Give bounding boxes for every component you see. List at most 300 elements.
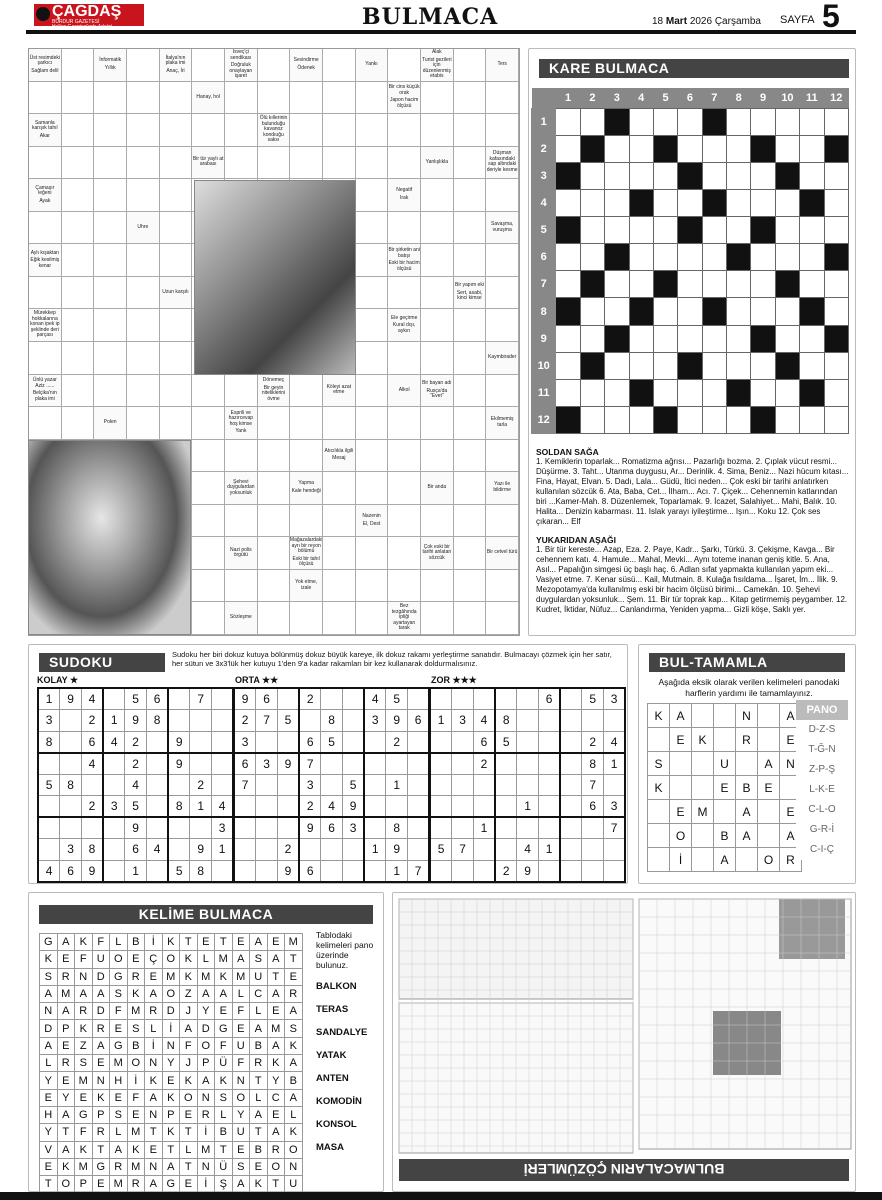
bul-cell[interactable]	[648, 728, 670, 752]
crossword-cell[interactable]	[62, 309, 95, 342]
word-search-letter[interactable]: T	[145, 1124, 163, 1141]
word-search-letter[interactable]: S	[110, 985, 128, 1002]
word-search-letter[interactable]: A	[267, 1037, 285, 1054]
crossword-cell[interactable]	[454, 212, 487, 245]
word-search-letter[interactable]: K	[250, 1176, 268, 1193]
kare-cell[interactable]	[824, 352, 849, 379]
crossword-cell[interactable]	[388, 147, 421, 180]
crossword-cell[interactable]	[388, 277, 421, 310]
crossword-cell[interactable]	[192, 114, 225, 147]
word-search-letter[interactable]: E	[267, 1003, 285, 1020]
crossword-cell[interactable]	[454, 602, 487, 635]
word-search-letter[interactable]: M	[215, 951, 233, 968]
sudoku-cell[interactable]	[103, 753, 125, 775]
word-search-letter[interactable]: A	[285, 1089, 303, 1106]
crossword-cell[interactable]	[454, 114, 487, 147]
word-search-letter[interactable]: E	[57, 1072, 75, 1089]
sudoku-cell[interactable]	[517, 710, 539, 732]
word-search-letter[interactable]: E	[180, 1106, 198, 1123]
word-search-letter[interactable]: L	[215, 1106, 233, 1123]
crossword-cell[interactable]	[356, 212, 389, 245]
crossword-cell[interactable]	[421, 244, 454, 277]
word-search-letter[interactable]: Ü	[215, 1158, 233, 1175]
crossword-cell[interactable]	[486, 277, 519, 310]
word-search-letter[interactable]: M	[267, 1020, 285, 1037]
sudoku-cell[interactable]	[408, 796, 430, 818]
word-search-letter[interactable]: T	[162, 1141, 180, 1158]
kare-cell[interactable]	[824, 108, 849, 135]
crossword-cell[interactable]	[94, 342, 127, 375]
word-search-letter[interactable]: E	[127, 1106, 145, 1123]
crossword-cell[interactable]	[486, 82, 519, 115]
crossword-cell[interactable]	[454, 440, 487, 473]
crossword-cell[interactable]	[94, 82, 127, 115]
crossword-cell[interactable]	[356, 407, 389, 440]
kare-cell[interactable]	[653, 298, 677, 325]
crossword-cell[interactable]	[258, 602, 291, 635]
kare-cell[interactable]	[678, 379, 702, 406]
kare-cell[interactable]	[775, 217, 799, 244]
word-search-letter[interactable]: A	[215, 985, 233, 1002]
crossword-cell[interactable]	[62, 212, 95, 245]
crossword-cell[interactable]	[94, 179, 127, 212]
word-search-letter[interactable]: Y	[162, 1055, 180, 1072]
sudoku-cell[interactable]	[452, 796, 474, 818]
crossword-cell[interactable]	[323, 505, 356, 538]
crossword-cell[interactable]	[421, 114, 454, 147]
word-search-letter[interactable]: E	[180, 1176, 198, 1193]
word-search-letter[interactable]: İ	[127, 1072, 145, 1089]
kare-cell[interactable]	[702, 163, 726, 190]
crossword-cell[interactable]	[454, 537, 487, 570]
word-search-letter[interactable]: A	[267, 951, 285, 968]
crossword-cell[interactable]	[421, 342, 454, 375]
word-search-letter[interactable]: R	[127, 968, 145, 985]
word-search-letter[interactable]: B	[127, 934, 145, 951]
word-search-letter[interactable]: F	[92, 934, 110, 951]
sudoku-cell[interactable]	[103, 774, 125, 796]
word-search-letter[interactable]: B	[127, 1037, 145, 1054]
sudoku-cell[interactable]	[364, 774, 386, 796]
word-search-letter[interactable]: K	[162, 934, 180, 951]
word-search-letter[interactable]: N	[145, 1055, 163, 1072]
sudoku-cell[interactable]	[190, 753, 212, 775]
sudoku-cell[interactable]	[538, 774, 560, 796]
bul-cell[interactable]	[758, 800, 780, 824]
kare-cell[interactable]	[702, 135, 726, 162]
crossword-cell[interactable]	[29, 407, 62, 440]
kare-cell[interactable]	[556, 244, 580, 271]
kare-cell[interactable]	[775, 108, 799, 135]
word-search-letter[interactable]: İ	[162, 1020, 180, 1037]
crossword-cell[interactable]	[290, 82, 323, 115]
word-search-letter[interactable]: E	[110, 1020, 128, 1037]
word-search-letter[interactable]: N	[40, 1003, 58, 1020]
word-search-letter[interactable]: E	[232, 1020, 250, 1037]
sudoku-cell[interactable]	[277, 688, 299, 710]
word-search-letter[interactable]: E	[75, 1089, 93, 1106]
sudoku-cell[interactable]	[277, 731, 299, 753]
kare-cell[interactable]	[775, 190, 799, 217]
word-search-letter[interactable]: R	[92, 1124, 110, 1141]
kare-cell[interactable]	[751, 379, 775, 406]
crossword-cell[interactable]	[258, 147, 291, 180]
sudoku-cell[interactable]	[168, 839, 190, 861]
crossword-cell[interactable]	[356, 309, 389, 342]
word-search-letter[interactable]: E	[197, 934, 215, 951]
bul-cell[interactable]	[692, 848, 714, 872]
word-search-letter[interactable]: A	[57, 1141, 75, 1158]
sudoku-cell[interactable]	[473, 860, 495, 882]
bul-cell[interactable]	[758, 728, 780, 752]
sudoku-cell[interactable]	[582, 710, 604, 732]
word-search-letter[interactable]: A	[285, 1003, 303, 1020]
kare-cell[interactable]	[800, 406, 824, 433]
sudoku-cell[interactable]	[560, 796, 582, 818]
word-search-letter[interactable]: C	[267, 1089, 285, 1106]
word-search-letter[interactable]: Y	[197, 1003, 215, 1020]
word-search-letter[interactable]: L	[145, 1020, 163, 1037]
word-search-letter[interactable]: M	[285, 934, 303, 951]
crossword-cell[interactable]	[388, 505, 421, 538]
kare-cell[interactable]	[775, 135, 799, 162]
word-search-letter[interactable]: S	[250, 951, 268, 968]
crossword-cell[interactable]	[127, 49, 160, 82]
crossword-cell[interactable]	[356, 179, 389, 212]
word-search-letter[interactable]: O	[180, 1089, 198, 1106]
kare-cell[interactable]	[775, 325, 799, 352]
word-search-letter[interactable]: E	[40, 1089, 58, 1106]
bul-cell[interactable]	[670, 776, 692, 800]
crossword-cell[interactable]	[160, 147, 193, 180]
word-search-letter[interactable]: S	[232, 1158, 250, 1175]
crossword-cell[interactable]	[160, 342, 193, 375]
word-search-letter[interactable]: F	[232, 1003, 250, 1020]
word-search-letter[interactable]: M	[197, 968, 215, 985]
crossword-cell[interactable]	[225, 147, 258, 180]
crossword-cell[interactable]	[127, 82, 160, 115]
word-search-letter[interactable]: M	[127, 1158, 145, 1175]
kare-cell[interactable]	[727, 352, 751, 379]
sudoku-cell[interactable]	[560, 839, 582, 861]
crossword-cell[interactable]	[258, 505, 291, 538]
sudoku-cell[interactable]	[560, 817, 582, 839]
sudoku-cell[interactable]	[473, 774, 495, 796]
word-search-letter[interactable]: R	[250, 1055, 268, 1072]
word-search-letter[interactable]: N	[197, 1158, 215, 1175]
sudoku-cell[interactable]	[538, 710, 560, 732]
word-search-letter[interactable]: O	[162, 985, 180, 1002]
word-search-letter[interactable]: P	[75, 1176, 93, 1193]
word-search-letter[interactable]: Z	[75, 1037, 93, 1054]
word-search-letter[interactable]: K	[57, 1158, 75, 1175]
sudoku-cell[interactable]	[430, 753, 452, 775]
crossword-cell[interactable]	[62, 82, 95, 115]
sudoku-cell[interactable]	[38, 753, 60, 775]
crossword-cell[interactable]	[388, 537, 421, 570]
kare-cell[interactable]	[629, 352, 653, 379]
crossword-cell[interactable]	[290, 147, 323, 180]
sudoku-cell[interactable]	[452, 731, 474, 753]
sudoku-cell[interactable]	[452, 688, 474, 710]
word-search-letter[interactable]: F	[75, 951, 93, 968]
word-search-letter[interactable]: A	[250, 934, 268, 951]
word-search-letter[interactable]: K	[40, 951, 58, 968]
kare-cell[interactable]	[629, 325, 653, 352]
word-search-letter[interactable]: L	[250, 1003, 268, 1020]
word-search-letter[interactable]: T	[250, 1124, 268, 1141]
kare-cell[interactable]	[702, 325, 726, 352]
word-search-letter[interactable]: D	[92, 968, 110, 985]
crossword-cell[interactable]	[486, 114, 519, 147]
crossword-cell[interactable]	[160, 244, 193, 277]
word-search-letter[interactable]: T	[267, 1176, 285, 1193]
word-search-letter[interactable]: A	[162, 1158, 180, 1175]
bul-cell[interactable]	[692, 704, 714, 728]
word-search-letter[interactable]: O	[285, 1141, 303, 1158]
crossword-cell[interactable]	[127, 179, 160, 212]
kare-cell[interactable]	[727, 108, 751, 135]
word-search-letter[interactable]: Y	[40, 1072, 58, 1089]
sudoku-cell[interactable]	[321, 839, 343, 861]
kare-cell[interactable]	[824, 406, 849, 433]
word-search-letter[interactable]: E	[145, 1141, 163, 1158]
crossword-cell[interactable]	[192, 407, 225, 440]
word-search-letter[interactable]: T	[215, 1141, 233, 1158]
sudoku-cell[interactable]	[190, 710, 212, 732]
sudoku-cell[interactable]	[430, 774, 452, 796]
word-search-letter[interactable]: A	[145, 985, 163, 1002]
word-search-letter[interactable]: A	[250, 1106, 268, 1123]
word-search-letter[interactable]: P	[92, 1106, 110, 1123]
kare-cell[interactable]	[605, 298, 629, 325]
sudoku-cell[interactable]	[538, 860, 560, 882]
word-search-letter[interactable]: G	[40, 934, 58, 951]
sudoku-cell[interactable]	[560, 753, 582, 775]
word-search-letter[interactable]: G	[75, 1106, 93, 1123]
word-search-letter[interactable]: K	[92, 1089, 110, 1106]
kare-cell[interactable]	[775, 298, 799, 325]
crossword-cell[interactable]	[388, 407, 421, 440]
word-search-letter[interactable]: U	[250, 968, 268, 985]
sudoku-cell[interactable]	[582, 839, 604, 861]
word-search-letter[interactable]: H	[110, 1072, 128, 1089]
word-search-letter[interactable]: N	[197, 1089, 215, 1106]
kare-cell[interactable]	[800, 163, 824, 190]
sudoku-cell[interactable]	[256, 796, 278, 818]
word-search-letter[interactable]: U	[92, 951, 110, 968]
word-search-letter[interactable]: M	[57, 985, 75, 1002]
sudoku-cell[interactable]	[342, 860, 364, 882]
sudoku-cell[interactable]	[168, 710, 190, 732]
crossword-cell[interactable]	[388, 342, 421, 375]
crossword-cell[interactable]	[454, 82, 487, 115]
kare-cell[interactable]	[605, 352, 629, 379]
sudoku-cell[interactable]	[430, 817, 452, 839]
kare-cell[interactable]	[605, 217, 629, 244]
word-search-letter[interactable]: T	[267, 968, 285, 985]
crossword-cell[interactable]	[258, 49, 291, 82]
word-search-letter[interactable]: K	[127, 1141, 145, 1158]
word-search-letter[interactable]: G	[92, 1158, 110, 1175]
crossword-cell[interactable]	[192, 537, 225, 570]
sudoku-cell[interactable]	[408, 817, 430, 839]
sudoku-cell[interactable]	[538, 731, 560, 753]
word-search-letter[interactable]: T	[40, 1176, 58, 1193]
kare-cell[interactable]	[556, 108, 580, 135]
word-search-letter[interactable]: E	[92, 1176, 110, 1193]
crossword-cell[interactable]	[486, 505, 519, 538]
word-search-letter[interactable]: V	[40, 1141, 58, 1158]
sudoku-cell[interactable]	[560, 710, 582, 732]
crossword-cell[interactable]	[356, 244, 389, 277]
word-search-letter[interactable]: Y	[232, 1106, 250, 1123]
word-search-letter[interactable]: O	[232, 1089, 250, 1106]
word-search-letter[interactable]: E	[250, 1158, 268, 1175]
crossword-cell[interactable]	[225, 82, 258, 115]
bul-cell[interactable]	[648, 800, 670, 824]
sudoku-cell[interactable]	[473, 839, 495, 861]
word-search-letter[interactable]: A	[57, 934, 75, 951]
crossword-cell[interactable]	[192, 472, 225, 505]
word-search-letter[interactable]: G	[215, 1020, 233, 1037]
kare-cell[interactable]	[678, 298, 702, 325]
crossword-cell[interactable]	[454, 407, 487, 440]
word-search-letter[interactable]: A	[110, 1141, 128, 1158]
word-search-letter[interactable]: K	[75, 1020, 93, 1037]
kare-cell[interactable]	[605, 163, 629, 190]
crossword-cell[interactable]	[160, 114, 193, 147]
crossword-cell[interactable]	[486, 309, 519, 342]
word-search-letter[interactable]: T	[215, 934, 233, 951]
crossword-cell[interactable]	[62, 114, 95, 147]
crossword-cell[interactable]	[388, 114, 421, 147]
crossword-cell[interactable]	[356, 440, 389, 473]
sudoku-cell[interactable]	[212, 774, 234, 796]
word-search-letter[interactable]: K	[145, 1072, 163, 1089]
word-search-letter[interactable]: S	[40, 968, 58, 985]
sudoku-cell[interactable]	[495, 796, 517, 818]
sudoku-cell[interactable]	[364, 817, 386, 839]
word-search-letter[interactable]: T	[180, 1124, 198, 1141]
crossword-cell[interactable]	[454, 147, 487, 180]
crossword-cell[interactable]	[192, 375, 225, 408]
sudoku-cell[interactable]	[168, 688, 190, 710]
crossword-cell[interactable]	[323, 570, 356, 603]
word-search-letter[interactable]: N	[145, 1106, 163, 1123]
word-search-letter[interactable]: L	[180, 1141, 198, 1158]
word-search-letter[interactable]: F	[127, 1089, 145, 1106]
sudoku-cell[interactable]	[452, 860, 474, 882]
kare-cell[interactable]	[800, 352, 824, 379]
sudoku-cell[interactable]	[386, 753, 408, 775]
crossword-cell[interactable]	[94, 212, 127, 245]
word-search-letter[interactable]: A	[197, 985, 215, 1002]
crossword-cell[interactable]	[127, 407, 160, 440]
kare-cell[interactable]	[556, 271, 580, 298]
crossword-cell[interactable]	[421, 505, 454, 538]
sudoku-cell[interactable]	[495, 688, 517, 710]
crossword-cell[interactable]	[127, 277, 160, 310]
crossword-cell[interactable]	[454, 505, 487, 538]
crossword-cell[interactable]	[454, 570, 487, 603]
crossword-cell[interactable]	[388, 472, 421, 505]
kare-cell[interactable]	[751, 244, 775, 271]
sudoku-cell[interactable]	[299, 710, 321, 732]
crossword-cell[interactable]	[62, 407, 95, 440]
kare-cell[interactable]	[629, 163, 653, 190]
word-search-letter[interactable]: A	[145, 1089, 163, 1106]
crossword-cell[interactable]	[388, 212, 421, 245]
word-search-letter[interactable]: R	[57, 1055, 75, 1072]
crossword-cell[interactable]	[258, 440, 291, 473]
kare-cell[interactable]	[629, 217, 653, 244]
sudoku-cell[interactable]	[256, 731, 278, 753]
word-search-letter[interactable]: M	[110, 1176, 128, 1193]
bul-cell[interactable]	[714, 704, 736, 728]
sudoku-cell[interactable]	[342, 710, 364, 732]
sudoku-cell[interactable]	[321, 688, 343, 710]
word-search-letter[interactable]: M	[127, 1003, 145, 1020]
crossword-cell[interactable]	[421, 570, 454, 603]
word-search-letter[interactable]: L	[40, 1055, 58, 1072]
sudoku-cell[interactable]	[146, 817, 168, 839]
word-search-letter[interactable]: N	[92, 1072, 110, 1089]
sudoku-cell[interactable]	[38, 839, 60, 861]
word-search-letter[interactable]: B	[250, 1037, 268, 1054]
crossword-cell[interactable]	[421, 179, 454, 212]
kare-cell[interactable]	[678, 325, 702, 352]
word-search-letter[interactable]: L	[197, 951, 215, 968]
word-search-letter[interactable]: S	[127, 1020, 145, 1037]
crossword-cell[interactable]	[323, 537, 356, 570]
crossword-cell[interactable]	[62, 49, 95, 82]
kare-cell[interactable]	[751, 298, 775, 325]
word-search-letter[interactable]: F	[232, 1055, 250, 1072]
word-search-letter[interactable]: R	[285, 985, 303, 1002]
word-search-letter[interactable]: M	[197, 1141, 215, 1158]
word-search-letter[interactable]: F	[110, 1003, 128, 1020]
kare-cell[interactable]	[556, 379, 580, 406]
word-search-letter[interactable]: R	[145, 1003, 163, 1020]
kare-cell[interactable]	[824, 217, 849, 244]
crossword-cell[interactable]	[62, 244, 95, 277]
sudoku-cell[interactable]	[38, 817, 60, 839]
crossword-cell[interactable]	[388, 440, 421, 473]
sudoku-cell[interactable]	[538, 753, 560, 775]
word-search-letter[interactable]: O	[267, 1158, 285, 1175]
sudoku-cell[interactable]	[277, 796, 299, 818]
kare-cell[interactable]	[556, 190, 580, 217]
word-search-letter[interactable]: L	[110, 1124, 128, 1141]
word-search-letter[interactable]: S	[285, 1020, 303, 1037]
sudoku-cell[interactable]	[277, 774, 299, 796]
sudoku-cell[interactable]	[256, 817, 278, 839]
kare-cell[interactable]	[824, 379, 849, 406]
kare-cell[interactable]	[824, 271, 849, 298]
sudoku-cell[interactable]	[430, 796, 452, 818]
word-search-letter[interactable]: P	[162, 1106, 180, 1123]
kare-cell[interactable]	[678, 190, 702, 217]
crossword-cell[interactable]	[258, 82, 291, 115]
kare-cell[interactable]	[727, 325, 751, 352]
crossword-cell[interactable]	[356, 277, 389, 310]
word-search-letter[interactable]: T	[92, 1141, 110, 1158]
crossword-cell[interactable]	[421, 309, 454, 342]
word-search-letter[interactable]: İ	[197, 1176, 215, 1193]
sudoku-cell[interactable]	[452, 774, 474, 796]
word-search-letter[interactable]: K	[215, 1072, 233, 1089]
